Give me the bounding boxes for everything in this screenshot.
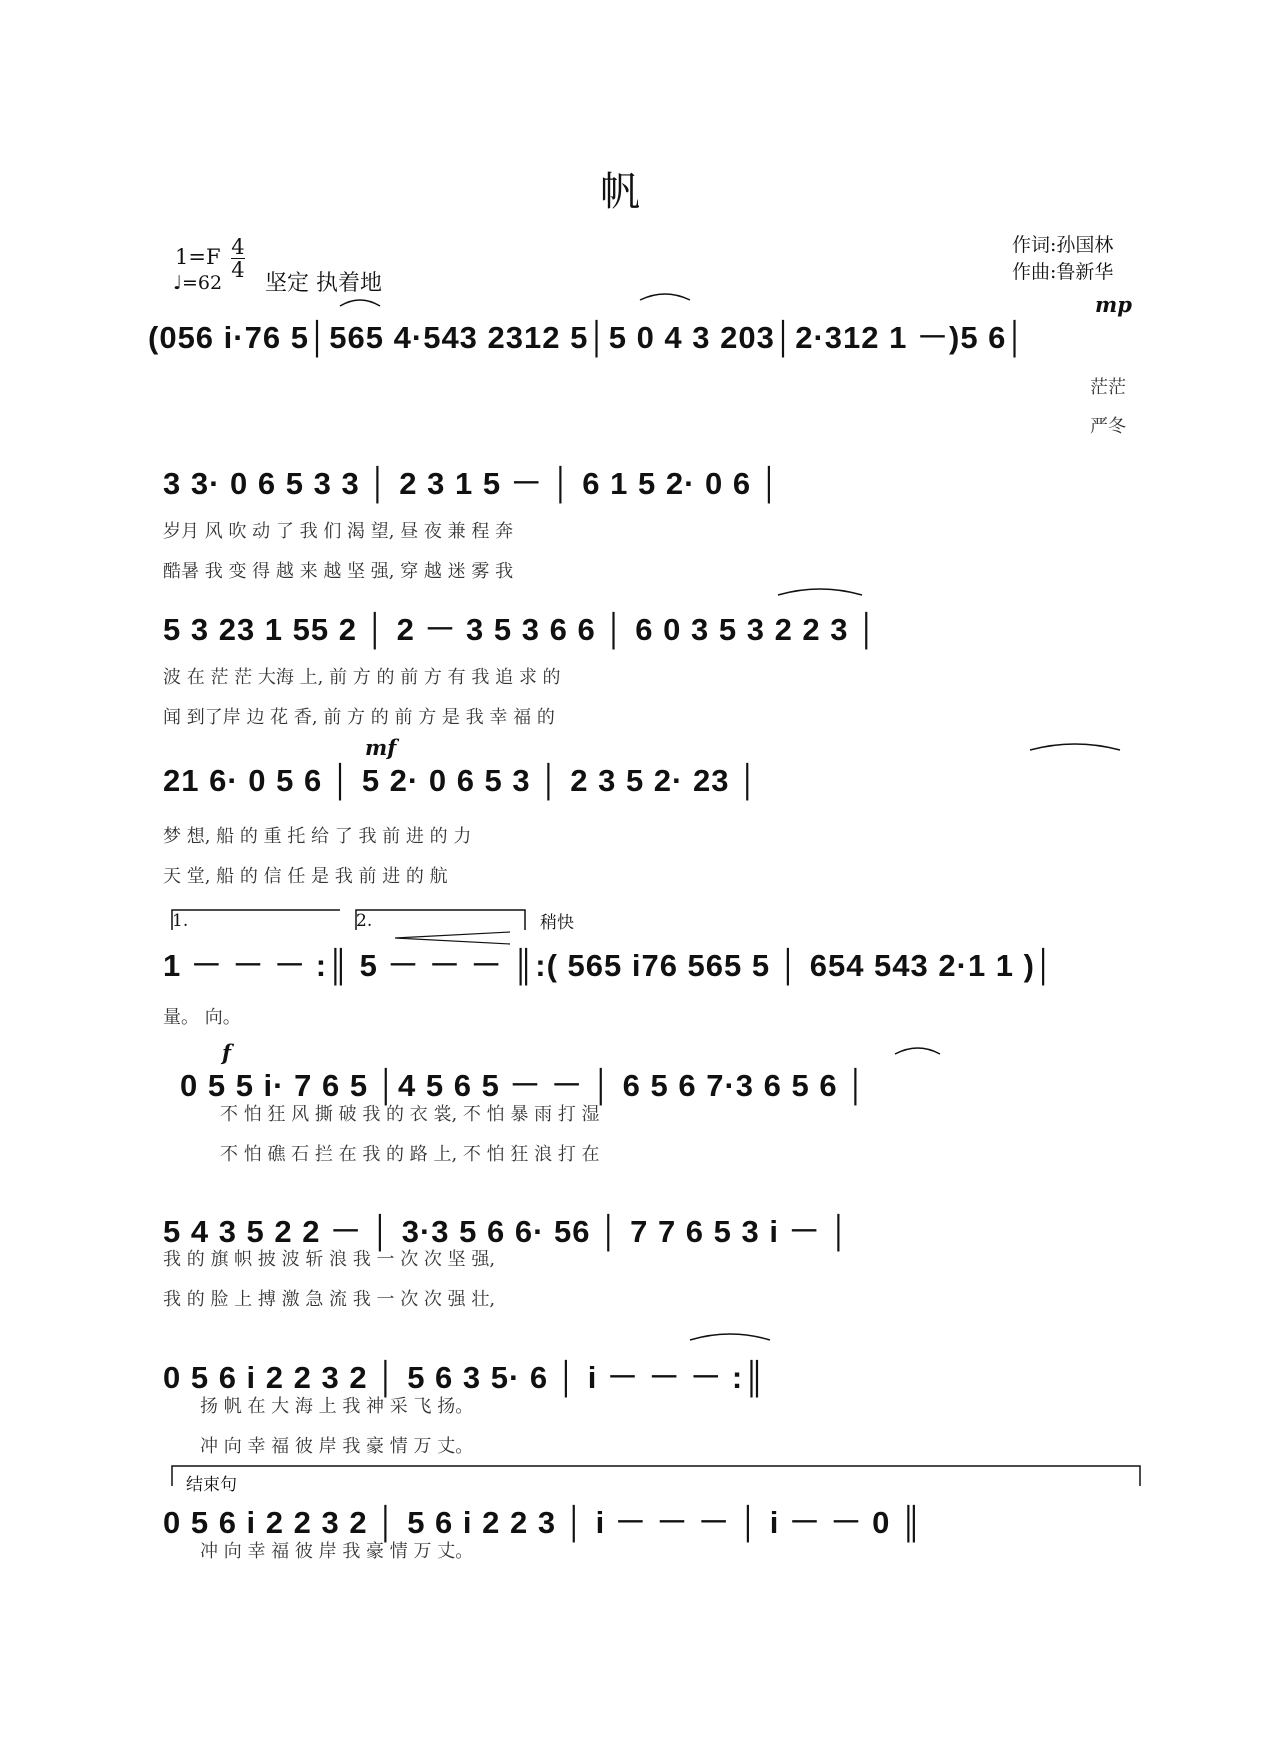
lyricist-credit: 作词:孙国林: [1012, 234, 1114, 256]
lyric-3-verse-1: 波 在 茫 茫 大海 上, 前 方 的 前 方 有 我 追 求 的: [163, 667, 561, 688]
notation-line-1: (056 i·76 5│565 4·543 2312 5│5 0 4 3 203│2·312 1 －)5 6│: [148, 320, 1027, 355]
coda-bracket: [172, 1466, 1140, 1486]
expression-marking: 坚定 执着地: [265, 271, 382, 296]
notation-line-3: 5 3 23 1 55 2 │ 2 － 3 5 3 6 6 │ 6 0 3 5 3 2 2 3 │: [163, 612, 879, 647]
lyric-8-verse-2: 冲 向 幸 福 彼 岸 我 豪 情 万 丈。: [200, 1436, 474, 1457]
lyric-9-verse-1: 冲 向 幸 福 彼 岸 我 豪 情 万 丈。: [200, 1541, 474, 1562]
dynamic-mp: mp: [1095, 292, 1132, 317]
first-ending-bracket: [172, 910, 340, 930]
slur-6: [690, 1334, 770, 1340]
crescendo-hairpin: [395, 932, 510, 944]
second-ending-label: 2.: [356, 911, 373, 931]
lyric-4-verse-1: 梦 想, 船 的 重 托 给 了 我 前 进 的 力: [163, 826, 472, 847]
second-ending-bracket: [356, 910, 525, 930]
time-bottom: 4: [231, 258, 245, 282]
lyric-2-verse-2: 酷暑 我 变 得 越 来 越 坚 强, 穿 越 迷 雾 我: [163, 561, 514, 582]
notation-line-5: 1 － － － :║ 5 － － － ║:( 565 i76 565 5 │ 654 543 2·1 1 )│: [163, 948, 1056, 983]
lyric-6-verse-1: 不 怕 狂 风 撕 破 我 的 衣 裳, 不 怕 暴 雨 打 湿: [220, 1104, 600, 1125]
notation-line-4: 21 6· 0 5 6 │ 5 2· 0 6 5 3 │ 2 3 5 2· 23 │: [163, 763, 760, 798]
notation-line-6: 0 5 5 i· 7 6 5 │4 5 6 5 － － │ 6 5 6 7·3 6 5 6 │: [180, 1068, 868, 1103]
dynamic-mf: mf: [365, 735, 397, 760]
lyric-2-verse-1: 岁月 风 吹 动 了 我 们 渴 望, 昼 夜 兼 程 奔: [163, 521, 514, 542]
song-title: 帆: [600, 169, 640, 215]
time-top: 4: [231, 235, 245, 259]
lyric-6-verse-2: 不 怕 礁 石 拦 在 我 的 路 上, 不 怕 狂 浪 打 在: [220, 1144, 600, 1165]
notation-line-7: 5 4 3 5 2 2 － │ 3·3 5 6 6· 56 │ 7 7 6 5 3 i － │: [163, 1214, 851, 1249]
tempo-marking: ♩=62: [173, 272, 223, 294]
first-ending-label: 1.: [172, 911, 189, 931]
lyric-1-verse-2: 严冬: [1090, 416, 1126, 437]
lyric-5-verse-1: 量。 向。: [163, 1007, 241, 1028]
dynamic-f: f: [222, 1040, 232, 1065]
key-label: 1=F: [175, 245, 221, 269]
lyric-3-verse-2: 闻 到了岸 边 花 香, 前 方 的 前 方 是 我 幸 福 的: [163, 707, 555, 728]
slur-3: [778, 589, 862, 595]
notation-line-2: 3 3· 0 6 5 3 3 │ 2 3 1 5 － │ 6 1 5 2· 0 6 │: [163, 466, 782, 501]
lyric-7-verse-2: 我 的 脸 上 搏 激 急 流 我 一 次 次 强 壮,: [163, 1289, 496, 1310]
composer-credit: 作曲:鲁新华: [1012, 261, 1114, 283]
notation-line-9: 0 5 6 i 2 2 3 2 │ 5 6 i 2 2 3 │ i － － － │ i － － 0 ║: [163, 1505, 923, 1540]
lyric-7-verse-1: 我 的 旗 帜 披 波 斩 浪 我 一 次 次 坚 强,: [163, 1249, 496, 1270]
slur-5: [895, 1048, 940, 1054]
lyric-8-verse-1: 扬 帆 在 大 海 上 我 神 采 飞 扬。: [200, 1396, 474, 1417]
slur-1: [640, 294, 690, 300]
notation-line-8: 0 5 6 i 2 2 3 2 │ 5 6 3 5· 6 │ i － － － :║: [163, 1360, 767, 1395]
slur-2: [340, 300, 380, 306]
coda-label: 结束句: [186, 1475, 237, 1495]
faster-marking: 稍快: [540, 913, 574, 933]
lyric-4-verse-2: 天 堂, 船 的 信 任 是 我 前 进 的 航: [163, 866, 448, 887]
slur-4: [1030, 744, 1120, 750]
lyric-1-verse-1: 茫茫: [1090, 377, 1126, 398]
